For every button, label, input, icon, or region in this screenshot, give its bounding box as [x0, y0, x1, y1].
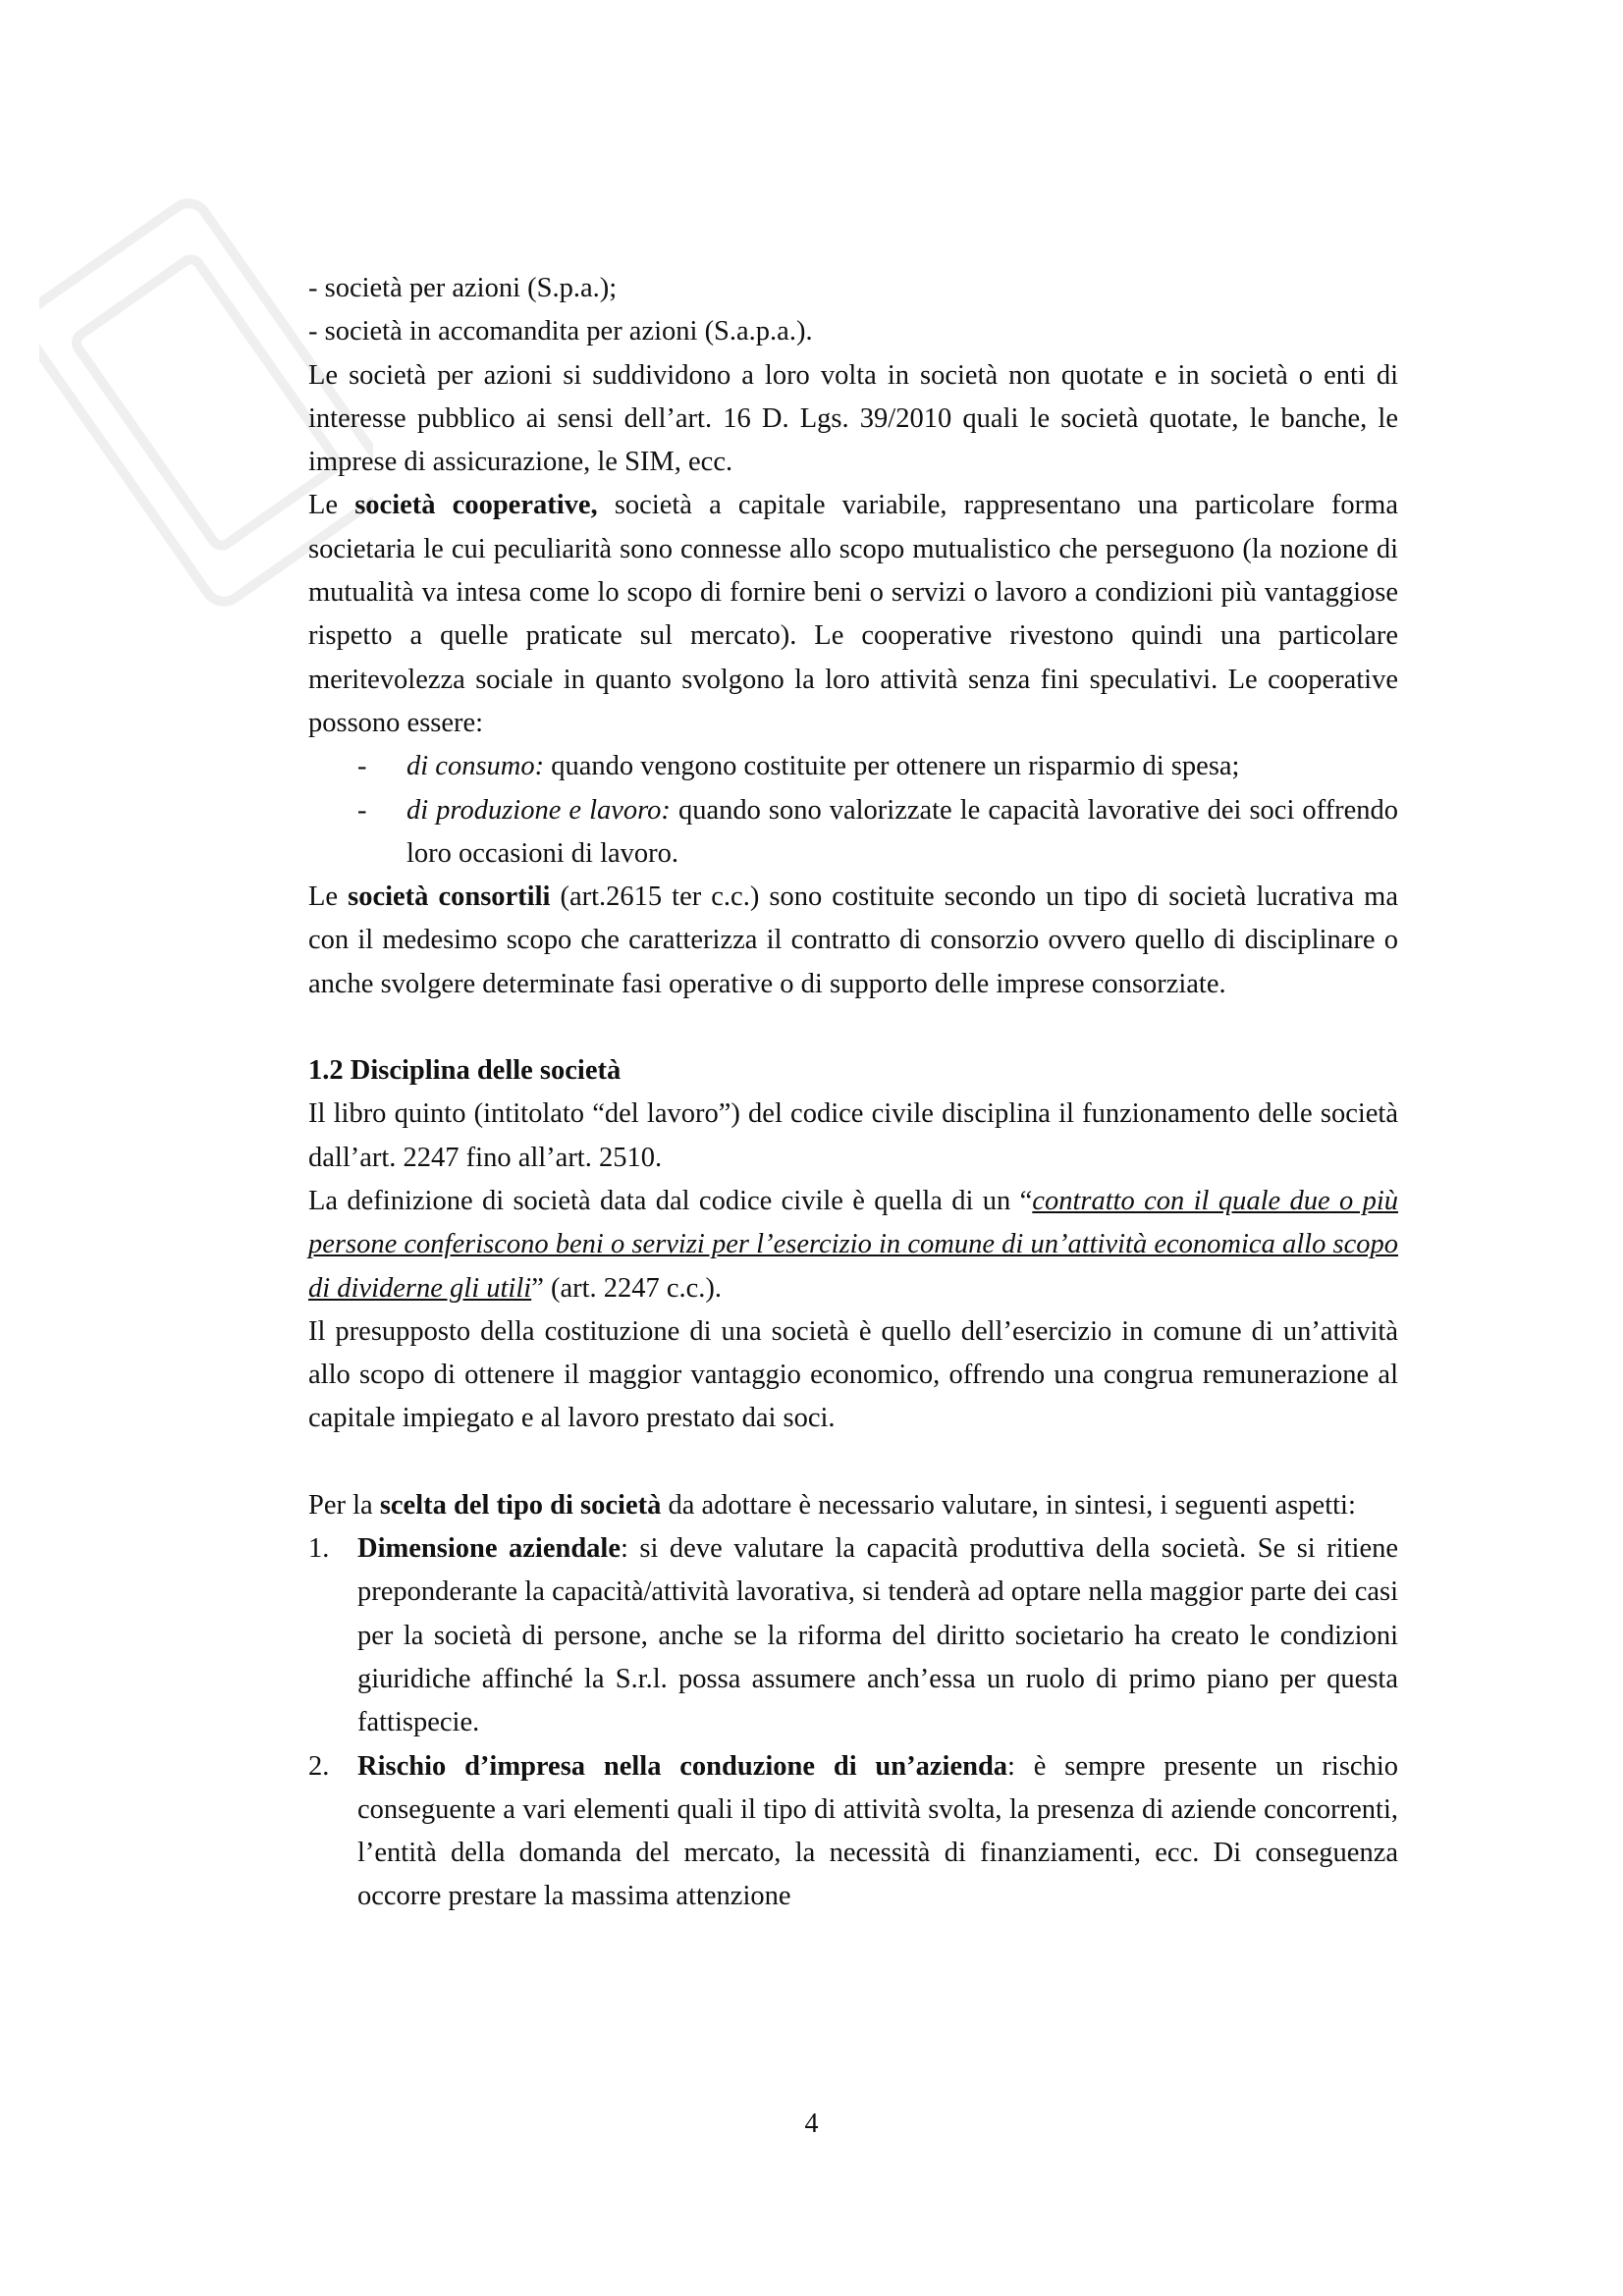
intro-item-sapa: - società in accomandita per azioni (S.a.p.a.).: [308, 316, 813, 347]
consortili-paragraph: Le società consortili (art.2615 ter c.c.) sono costituite secondo un tipo di società lucrativa ma con il medesimo scopo che caratterizza il contratto di consorzio ovvero quello di disciplinare o anche svolgere determinate fasi operative o di supporto delle imprese consorziate.: [308, 881, 1398, 999]
consortili-term: società consortili: [348, 881, 551, 913]
list-item: 2. Rischio d’impresa nella conduzione di un’azienda: è sempre presente un rischio conseguente a vari elementi quali il tipo di attività svolta, la presenza di aziende concorrenti, l’entità della domanda del mercato, la necessità di finanziamenti, ecc. Di conseguenza occorre prestare la massima attenzione: [308, 1750, 1399, 1912]
choice-term: scelta del tipo di società: [379, 1489, 662, 1521]
spa-paragraph: Le società per azioni si suddividono a loro volta in società non quotate e in società o enti di interesse pubblico ai sensi dell’art. 16 D. Lgs. 39/2010 quali le società quotate, le banche, le imprese di assicurazione, le SIM, ecc.: [308, 359, 1398, 478]
section-paragraph-1: Il libro quinto (intitolato “del lavoro”) del codice civile disciplina il funzionamento delle società dall’art. 2247 fino all’art. 2510.: [308, 1098, 1398, 1173]
definition-paragraph: La definizione di società data dal codice civile è quella di un “contratto con il quale due o più persone conferiscono beni o servizi per l’esercizio in comune di un’attività economica allo scopo di dividerne gli utili” (art. 2247 c.c.).: [308, 1185, 1399, 1304]
list-item: - di consumo: quando vengono costituite per ottenere un risparmio di spesa;: [357, 751, 1240, 782]
definition-quote: contratto con il quale due o più persone conferiscono beni o servizi per l’esercizio in comune di un’attività economica allo scopo di dividerne gli utili: [308, 1185, 1399, 1304]
coop-paragraph: Le società cooperative, società a capitale variabile, rappresentano una particolare forma societaria le cui peculiarità sono connesse allo scopo mutualistico che perseguono (la nozione di mutualità va intesa come lo scopo di fornire beni o servizi o lavoro a condizioni più vantaggiose rispetto a quelle praticate sul mercato). Le cooperative rivestono quindi una particolare meritevolezza sociale in quanto svolgono la loro attività senza fini speculativi. Le cooperative possono essere:: [308, 490, 1398, 738]
section-heading: 1.2 Disciplina delle società: [308, 1055, 622, 1087]
page-number: 4: [804, 2109, 819, 2139]
page-body: [308, 267, 1398, 1919]
coop-term: società cooperative,: [354, 490, 598, 521]
list-item: 1. Dimensione aziendale: si deve valutare la capacità produttiva della società. Se si ritiene preponderante la capacità/attività lavorativa, si tenderà ad optare nella maggior parte dei casi per la società di persone, anche se la riforma del diritto societario ha creato le condizioni giuridiche affinché la S.r.l. possa assumere anch’essa un ruolo di primo piano per questa fattispecie.: [308, 1533, 1398, 1738]
list-item: - di produzione e lavoro: quando sono valorizzate le capacità lavorative dei soci offrendo loro occasioni di lavoro.: [357, 794, 1399, 869]
choice-paragraph: Per la scelta del tipo di società da adottare è necessario valutare, in sintesi, i seguenti aspetti:: [308, 1489, 1356, 1521]
choice-aspects-list: [308, 1527, 1398, 1919]
intro-item-spa: - società per azioni (S.p.a.);: [308, 273, 618, 303]
section-paragraph-3: Il presupposto della costituzione di una società è quello dell’esercizio in comune di un’attività allo scopo di ottenere il maggior vantaggio economico, offrendo una congrua remunerazione al capitale impiegato e al lavoro prestato dai soci.: [308, 1315, 1398, 1434]
coop-types-list: [308, 745, 1398, 876]
